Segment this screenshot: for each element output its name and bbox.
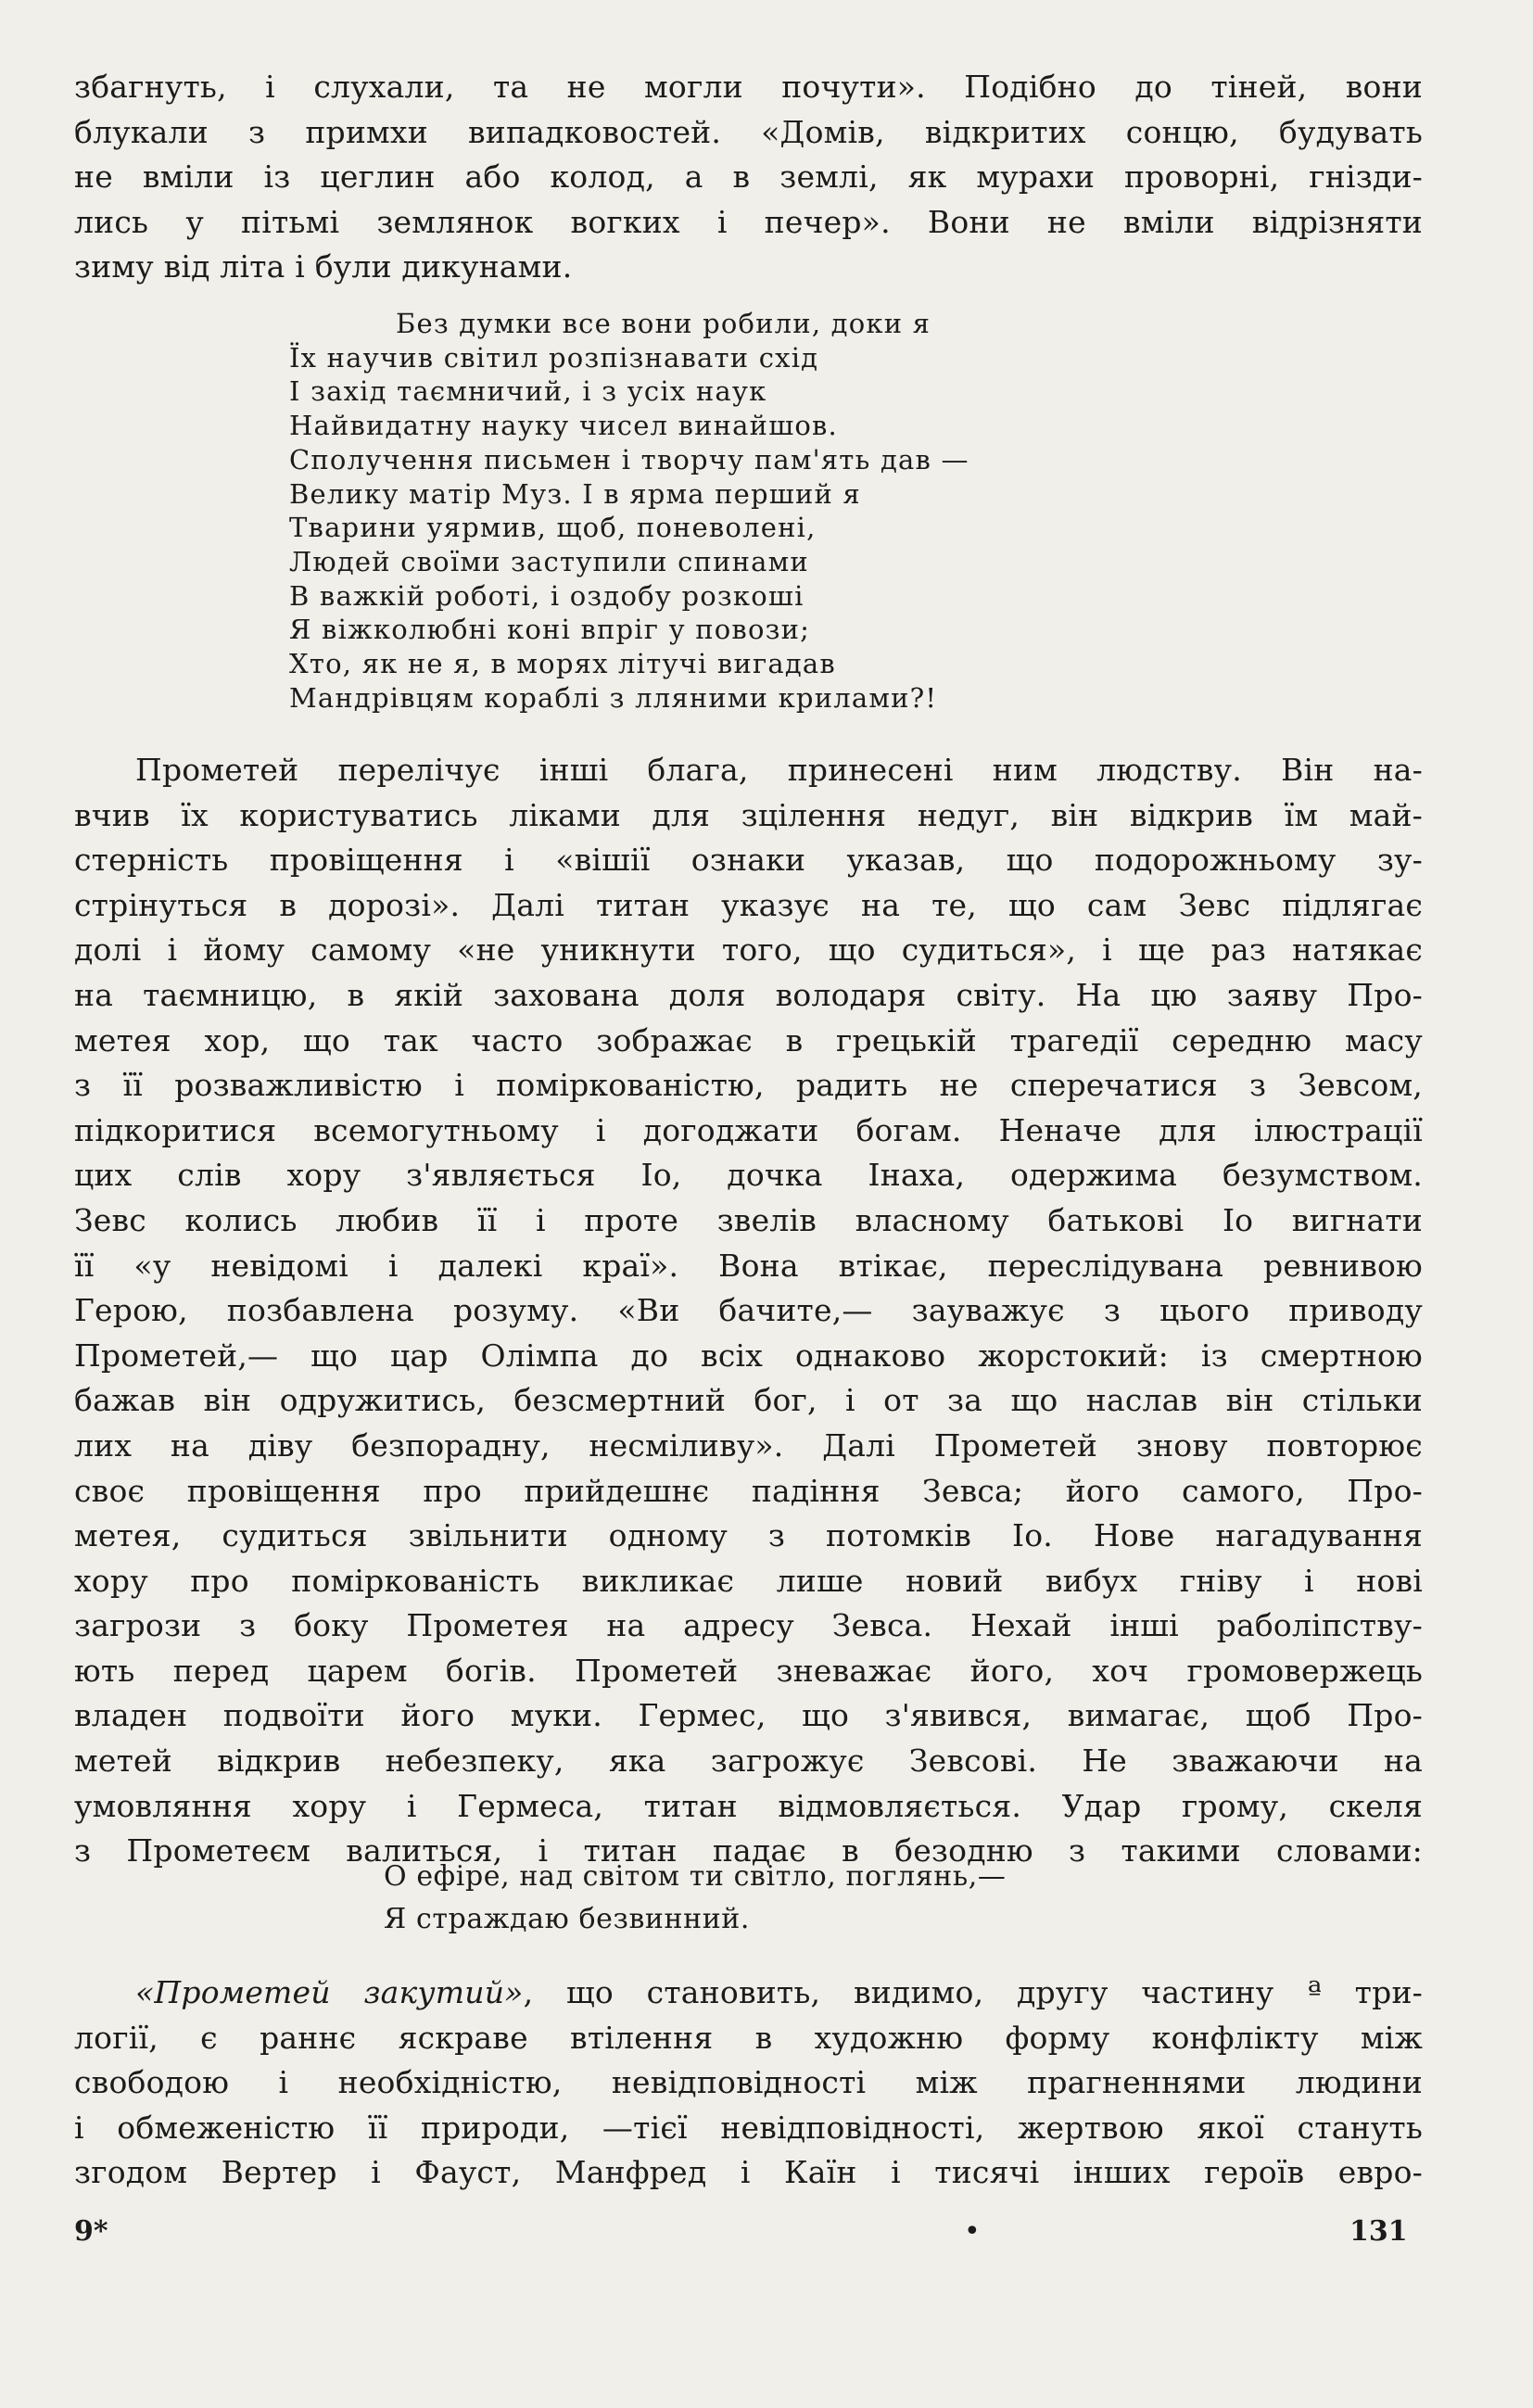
main-paragraph <box>74 748 1423 1874</box>
intro-line: блукали з примхи випадковостей. «Домів, відкритих сонцю, будувать <box>74 113 1423 150</box>
main-line: долі і йому самому «не уникнути того, що судиться», і ще раз натякає <box>74 932 1423 969</box>
main-line: умовляння хору і Гермеса, титан відмовляється. Удар грому, скеля <box>74 1787 1423 1824</box>
main-line: стрінуться в дорозі». Далі титан указує на те, що сам Зевс підлягає <box>74 886 1423 923</box>
main-line: владен подвоїти його муки. Гермес, що з'явився, вимагає, щоб Про- <box>74 1697 1423 1734</box>
final-line: свободою і необхідністю, невідповідності між прагненнями людини <box>74 2064 1423 2101</box>
main-line: ють перед царем богів. Прометей зневажає його, хоч громовержець <box>74 1652 1423 1689</box>
final-line: згодом Вертер і Фауст, Манфред і Каїн і тисячі інших героїв евро- <box>74 2154 1423 2191</box>
main-line: її «у невідомі і далекі краї». Вона втікає, переслідувана ревнивою <box>74 1247 1423 1284</box>
main-line: стерність провіщення і «вішії ознаки указав, що подорожньому зу- <box>74 842 1423 879</box>
intro-line: не вміли із цеглин або колод, а в землі, як мурахи проворні, гнізди- <box>74 158 1423 196</box>
work-title: «Прометей закутий» <box>135 1974 524 2010</box>
poem-line: Без думки все вони робили, доки я <box>396 308 931 339</box>
short-quote <box>384 1856 1218 1941</box>
main-line: метей відкрив небезпеку, яка загрожує Зевсові. Не зважаючи на <box>74 1743 1423 1780</box>
poem-line: Хто, як не я, в морях літучі вигадав <box>289 648 836 680</box>
main-line: підкоритися всемогутньому і догоджати богам. Неначе для ілюстрації <box>74 1111 1423 1148</box>
main-line: на таємницю, в якій захована доля володаря світу. На цю заяву Про- <box>74 976 1423 1013</box>
main-line: з Прометеєм валиться, і титан падає в безодню з такими словами: <box>74 1832 1423 1869</box>
poem-line: Їх научив світил розпізнавати схід <box>289 341 819 374</box>
signature-mark: 9* <box>74 2215 108 2248</box>
final-paragraph <box>74 1971 1423 2196</box>
intro-line: збагнуть, і слухали, та не могли почути». Подібно до тіней, вони <box>74 69 1423 105</box>
main-line: хору про поміркованість викликає лише новий вибух гніву і нові <box>74 1562 1423 1599</box>
poem-quote <box>289 307 1123 715</box>
main-line: метея, судиться звільнити одному з потомків Іо. Нове нагадування <box>74 1517 1423 1554</box>
intro-paragraph <box>74 65 1423 290</box>
intro-line: зиму від літа і були дикунами. <box>74 248 573 285</box>
poem-line: Велику матір Муз. І в ярма перший я <box>289 477 861 510</box>
poem-line: І захід таємничий, і з усіх наук <box>289 375 767 408</box>
quote-line: Я страждаю безвинний. <box>384 1903 751 1935</box>
poem-line: Найвидатну науку чисел винайшов. <box>289 410 838 442</box>
final-line <box>74 1971 1423 2016</box>
main-line: Герою, позбавлена розуму. «Ви бачите,— зауважує з цього приводу <box>74 1292 1423 1329</box>
main-line: з її розважливістю і поміркованістю, радить не сперечатися з Зевсом, <box>74 1067 1423 1104</box>
main-line: своє провіщення про прийдешнє падіння Зевса; його самого, Про- <box>74 1472 1423 1509</box>
quote-line: О ефіре, над світом ти світло, поглянь,— <box>384 1860 1007 1893</box>
final-line: і обмеженістю її природи, —тієї невідповідності, жертвою якої стануть <box>74 2109 1423 2146</box>
main-line: Прометей перелічує інші блага, принесені ним людству. Він на- <box>135 752 1423 788</box>
footer-dot: • <box>964 2215 981 2248</box>
main-line: Прометей,— що цар Олімпа до всіх однаково жорстокий: із смертною <box>74 1337 1423 1374</box>
poem-line: Сполучення письмен і творчу пам'ять дав — <box>289 443 969 475</box>
main-line: Зевс колись любив її і проте звелів власному батькові Іо вигнати <box>74 1201 1423 1238</box>
poem-line: Я віжколюбні коні впріг у повози; <box>289 614 811 646</box>
poem-line: В важкій роботі, і оздобу розкоші <box>289 579 805 612</box>
main-line: вчив їх користуватись ліками для зцілення недуг, він відкрив їм май- <box>74 796 1423 833</box>
main-line: лих на діву безпорадну, несміливу». Далі Прометей знову повторює <box>74 1426 1423 1464</box>
poem-line: Людей своїми заступили спинами <box>289 545 809 577</box>
page-number: 131 <box>1349 2215 1408 2248</box>
final-line-rest: , що становить, видимо, другу частину ª три- <box>523 1974 1423 2010</box>
main-line: метея хор, що так часто зображає в грецькій трагедії середню масу <box>74 1021 1423 1058</box>
main-line: загрози з боку Прометея на адресу Зевса. Нехай інші раболіпству- <box>74 1607 1423 1644</box>
poem-line: Тварини уярмив, щоб, поневолені, <box>289 512 817 544</box>
main-line: бажав він одружитись, безсмертний бог, і от за що наслав він стільки <box>74 1382 1423 1419</box>
main-line: цих слів хору з'являється Іо, дочка Інаха, одержима безумством. <box>74 1157 1423 1194</box>
intro-line: лись у пітьмі землянок вогких і печер». Вони не вміли відрізняти <box>74 203 1423 240</box>
poem-line: Мандрівцям кораблі з лляними крилами?! <box>289 681 938 714</box>
final-line: логії, є раннє яскраве втілення в художню форму конфлікту між <box>74 2019 1423 2056</box>
